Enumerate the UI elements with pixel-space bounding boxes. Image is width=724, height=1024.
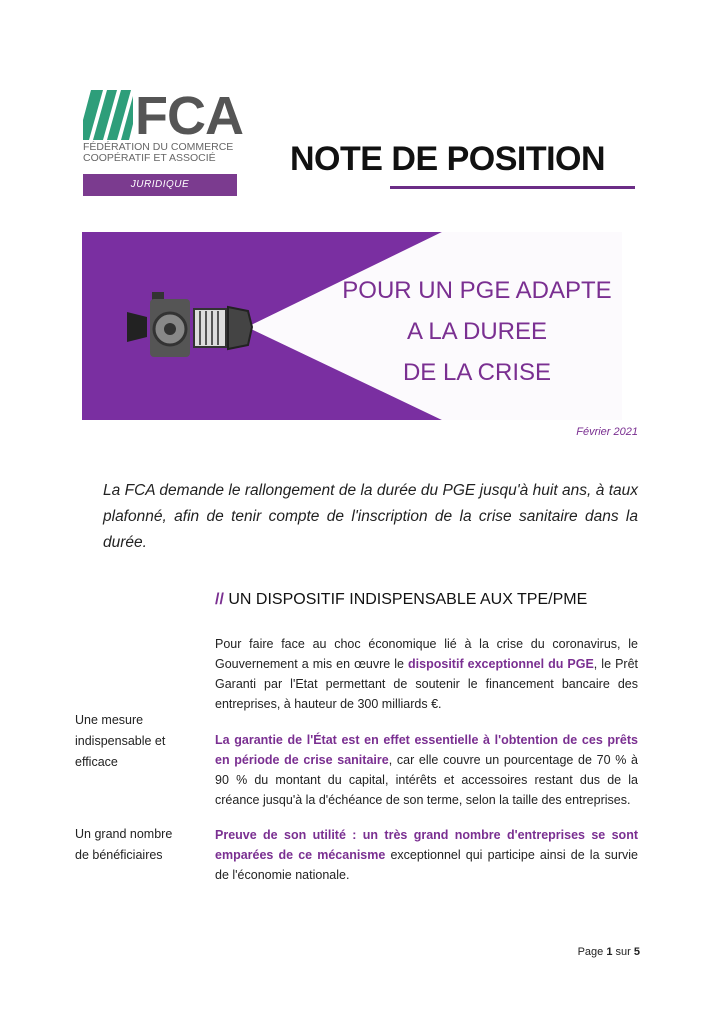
film-camera-projector-icon	[122, 287, 262, 367]
logo-stripes-icon	[83, 90, 133, 140]
logo-wordmark: FCA	[135, 86, 243, 146]
banner-heading-line3: DE LA CRISE	[402, 359, 552, 386]
page-number: 1	[606, 946, 613, 958]
page-total: 5	[633, 946, 640, 958]
page-footer	[560, 946, 640, 958]
title-underline	[390, 186, 635, 189]
p1-text-a: Pour faire face au choc économique lié à la crise du coronavirus, le Gouvernement a mis en œuvre le	[215, 637, 638, 671]
department-band: JURIDIQUE	[83, 174, 237, 196]
p3-highlight: Preuve de son utilité : un très grand nombre d'entreprises se sont emparées de ce mécanisme	[215, 828, 638, 862]
of-word: sur	[615, 946, 631, 958]
banner-heading-line2: A LA DUREE	[406, 318, 548, 345]
paragraph-1	[215, 634, 638, 714]
paragraph-2	[215, 730, 638, 810]
p3-text-b: exceptionnel qui participe ainsi de la survie de l'économie nationale.	[215, 848, 638, 882]
banner-heading-line1: POUR UN PGE ADAPTE	[342, 277, 612, 304]
fca-logo	[83, 86, 243, 198]
p2-text-b: , car elle couvre un pourcentage de 70 % à 90 % du montant du capital, intérêts et accessoires restant dus de la créance jusqu'à la d'échéance de son terme, selon la taille des entreprises.	[215, 753, 638, 807]
page-word: Page	[577, 946, 604, 958]
logo-subtitle-line1: FÉDÉRATION DU COMMERCE	[83, 141, 234, 153]
intro-paragraph: La FCA demande le rallongement de la durée du PGE jusqu'à huit ans, à taux plafonné, afin de tenir compte de l'inscription de la crise sanitaire dans la durée.	[103, 482, 638, 551]
logo-subtitle-line2: COOPÉRATIF ET ASSOCIÉ	[83, 152, 216, 164]
side-note-2: Un grand nombre de bénéficiaires	[75, 827, 173, 862]
p1-highlight: dispositif exceptionnel du PGE	[408, 657, 594, 671]
section-heading	[215, 591, 587, 609]
paragraph-3	[215, 825, 638, 885]
banner-heading	[332, 270, 622, 393]
section-title-text: UN DISPOSITIF INDISPENSABLE AUX TPE/PME	[228, 591, 588, 608]
p2-highlight: La garantie de l'État est en effet essentielle à l'obtention de ces prêts en période de crise sanitaire	[215, 733, 638, 767]
document-date: Février 2021	[576, 426, 638, 438]
hero-banner	[82, 232, 622, 420]
logo-subtitle	[83, 142, 233, 164]
side-note-1: Une mesure indispensable et efficace	[75, 713, 166, 769]
section-slash: //	[215, 591, 224, 608]
p1-text-b: , le Prêt Garanti par l'Etat permettant de soutenir le financement bancaire des entreprises, à hauteur de 300 milliards €.	[215, 657, 638, 711]
document-title: NOTE DE POSITION	[290, 140, 606, 178]
